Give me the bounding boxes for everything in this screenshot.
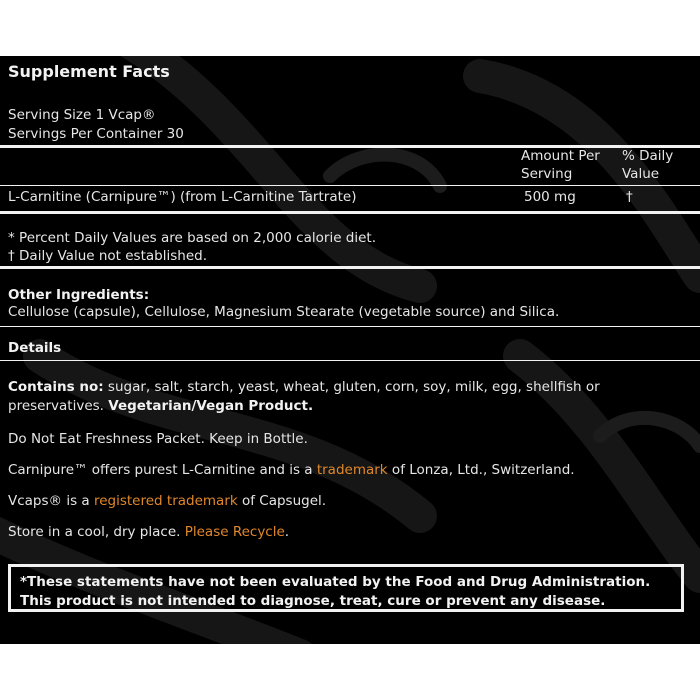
nutrient-amount: 500 mg — [524, 189, 576, 205]
nutrient-daily-value: † — [626, 189, 633, 205]
details-heading: Details — [8, 340, 62, 356]
contains-text-continued: preservatives. — [8, 398, 109, 414]
other-ingredients-heading: Other Ingredients: — [8, 287, 150, 303]
storage-text-end: . — [284, 524, 290, 540]
col-header-dv-line2: Value — [622, 166, 660, 182]
carnipure-text: Carnipure™ offers purest L-Carnitine and is a — [8, 462, 317, 478]
registered-trademark-link[interactable]: registered trademark — [93, 493, 238, 509]
disclaimer-line-2: This product is not intended to diagnose, treat, cure or prevent any disease. — [20, 593, 606, 609]
fda-disclaimer-box — [8, 564, 684, 612]
vcaps-text: Vcaps® is a — [8, 493, 94, 509]
storage-note — [8, 523, 289, 542]
contains-text: sugar, salt, starch, yeast, wheat, gluten, corn, soy, milk, egg, shellfish or — [103, 379, 600, 395]
contains-no-paragraph — [8, 378, 600, 416]
vcaps-note — [8, 492, 326, 511]
supplement-facts-panel — [0, 56, 700, 644]
servings-per-container: Servings Per Container 30 — [8, 126, 184, 142]
fda-disclaimer-text — [20, 573, 650, 611]
col-header-amount-line2: Serving — [521, 166, 573, 182]
trademark-link[interactable]: trademark — [316, 462, 388, 478]
vegetarian-label: Vegetarian/Vegan Product. — [108, 398, 314, 414]
carnipure-text-end: of Lonza, Ltd., Switzerland. — [387, 462, 575, 478]
panel-title: Supplement Facts — [8, 62, 170, 81]
details-divider — [0, 360, 700, 361]
contains-label: Contains no: — [8, 379, 104, 395]
other-ingredients-text: Cellulose (capsule), Cellulose, Magnesium Stearate (vegetable source) and Silica. — [8, 304, 560, 320]
footnote-dagger: † Daily Value not established. — [8, 248, 207, 264]
nutrient-name: L-Carnitine (Carnipure™) (from L-Carnitine Tartrate) — [8, 189, 357, 205]
vcaps-text-end: of Capsugel. — [237, 493, 327, 509]
freshness-note: Do Not Eat Freshness Packet. Keep in Bottle. — [8, 431, 308, 447]
footnote-divider — [0, 266, 700, 269]
col-header-dv-line1: % Daily — [622, 148, 674, 164]
storage-text: Store in a cool, dry place. — [8, 524, 185, 540]
col-header-amount-line1: Amount Per — [521, 148, 600, 164]
serving-size: Serving Size 1 Vcap® — [8, 107, 156, 123]
disclaimer-line-1: *These statements have not been evaluated by the Food and Drug Administration. — [20, 574, 651, 590]
row-divider — [0, 211, 700, 214]
ingredients-divider — [0, 326, 700, 327]
header-divider — [0, 185, 700, 186]
carnipure-note — [8, 461, 575, 480]
footnote-percent: * Percent Daily Values are based on 2,000 calorie diet. — [8, 230, 377, 246]
please-recycle-link[interactable]: Please Recycle — [184, 524, 285, 540]
